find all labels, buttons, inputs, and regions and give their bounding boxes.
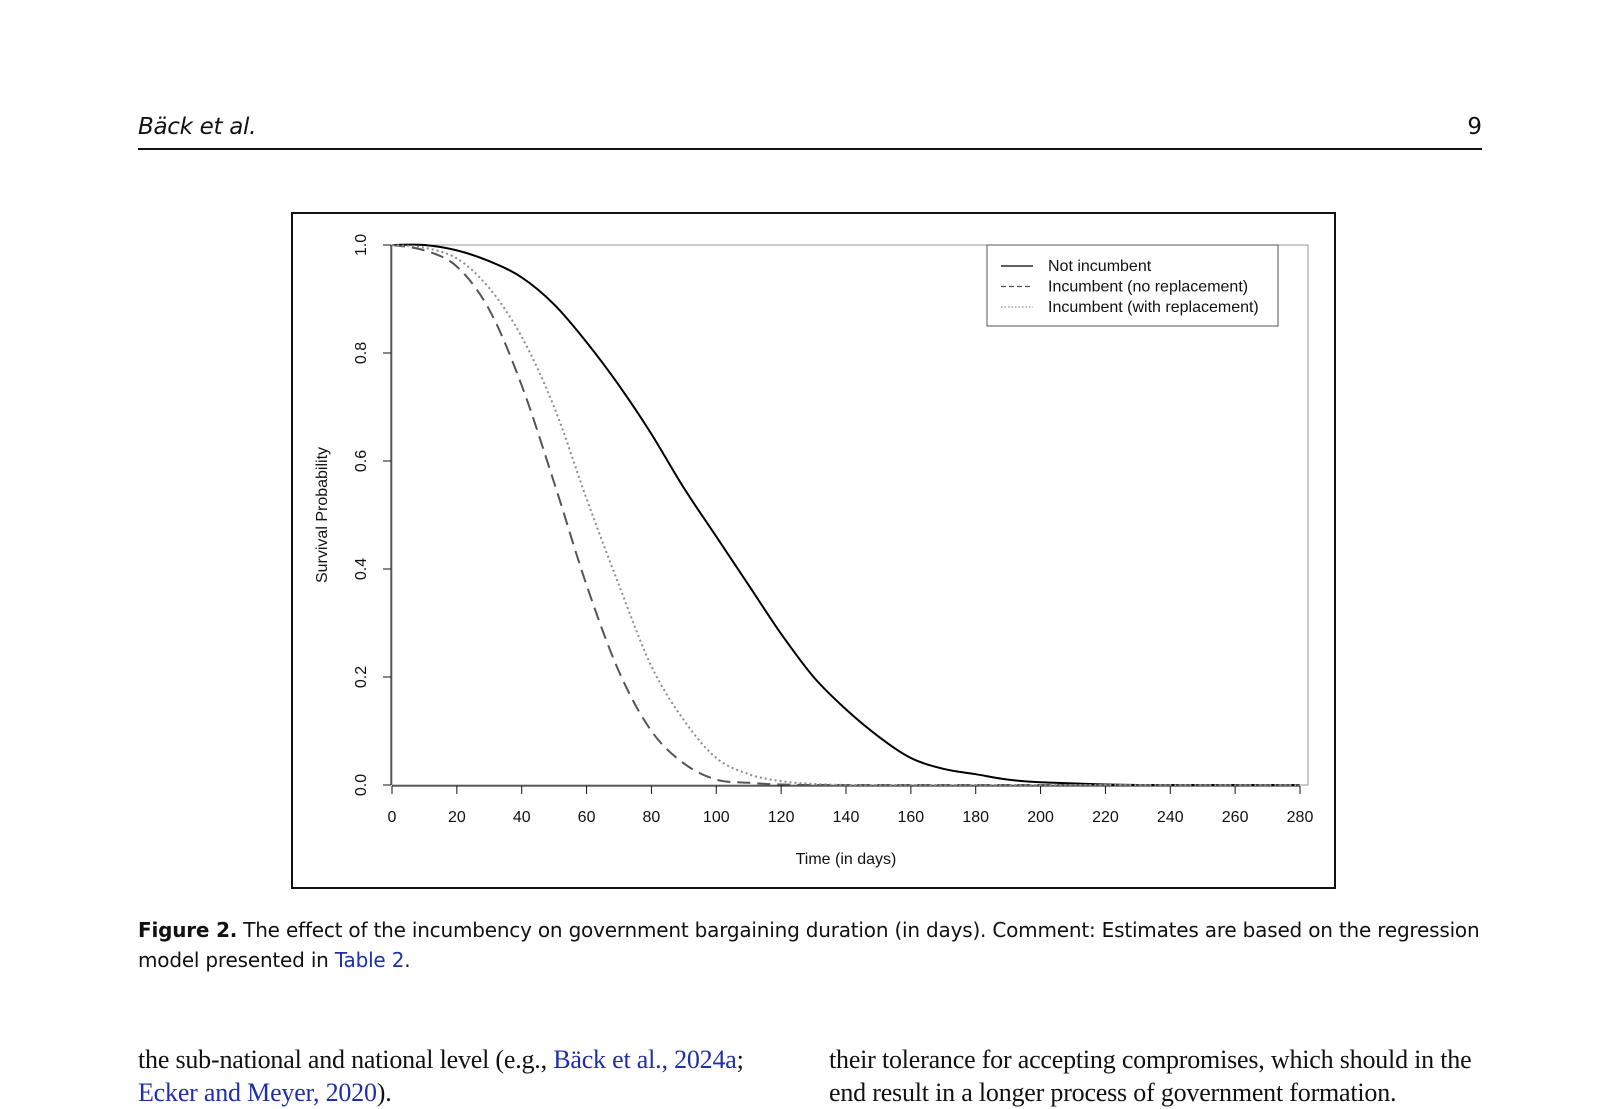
table-2-link[interactable]: Table 2 — [334, 948, 405, 972]
survival-chart — [293, 214, 1334, 887]
legend-label-2: Incumbent (no replacement) — [1048, 278, 1249, 296]
y-tick-label-1.0: 1.0 — [353, 233, 370, 257]
figure-2 — [291, 212, 1336, 889]
legend-label-1: Not incumbent — [1048, 258, 1152, 275]
y-tick-label-0.4: 0.4 — [353, 557, 370, 581]
body-text-separator: ; — [736, 1045, 744, 1074]
x-tick-label-200: 200 — [1027, 809, 1054, 826]
y-axis-label: Survival Probability — [314, 446, 331, 584]
caption-label: Figure 2. — [138, 918, 238, 942]
citation-link-back-2024a[interactable]: Bäck et al., 2024a — [553, 1045, 737, 1074]
x-tick-label-140: 140 — [832, 809, 860, 826]
caption-text: The effect of the incumbency on government bargaining duration (in days). Comment: Estimates are based on the regression model presented in — [138, 918, 1480, 972]
page-number: 9 — [1467, 114, 1482, 140]
y-tick-label-0.8: 0.8 — [353, 341, 370, 365]
caption-end: . — [404, 948, 411, 972]
x-tick-label-120: 120 — [767, 809, 795, 826]
x-tick-label-220: 220 — [1092, 809, 1119, 826]
x-tick-label-260: 260 — [1221, 809, 1249, 826]
y-tick-label-0.6: 0.6 — [353, 449, 370, 473]
y-tick-label-0.0: 0.0 — [353, 773, 370, 797]
legend-label-3: Incumbent (with replacement) — [1048, 299, 1259, 316]
body-text-left: the sub-national and national level (e.g., — [138, 1045, 554, 1074]
x-tick-label-20: 20 — [447, 809, 466, 826]
citation-link-ecker-meyer-2020[interactable]: Ecker and Meyer, 2020 — [138, 1078, 377, 1107]
x-axis-label: Time (in days) — [795, 851, 897, 868]
x-tick-label-80: 80 — [642, 809, 661, 826]
x-tick-label-280: 280 — [1286, 809, 1314, 826]
x-tick-label-240: 240 — [1156, 809, 1184, 826]
body-text-right: their tolerance for accepting compromises, which should in the end result in a longer process of government formation. — [829, 1045, 1472, 1107]
x-tick-label-100: 100 — [702, 809, 730, 826]
x-tick-label-40: 40 — [512, 809, 531, 826]
y-tick-label-0.2: 0.2 — [353, 665, 370, 689]
figure-caption — [138, 915, 1482, 975]
body-column-right — [829, 1043, 1489, 1109]
running-header — [138, 108, 1482, 150]
x-tick-label-60: 60 — [577, 809, 596, 826]
running-title: Bäck et al. — [138, 114, 257, 140]
x-tick-label-0: 0 — [387, 809, 397, 826]
body-text-left-end: ). — [376, 1078, 392, 1107]
x-tick-label-180: 180 — [962, 809, 990, 826]
x-tick-label-160: 160 — [897, 809, 925, 826]
body-column-left — [138, 1043, 798, 1109]
